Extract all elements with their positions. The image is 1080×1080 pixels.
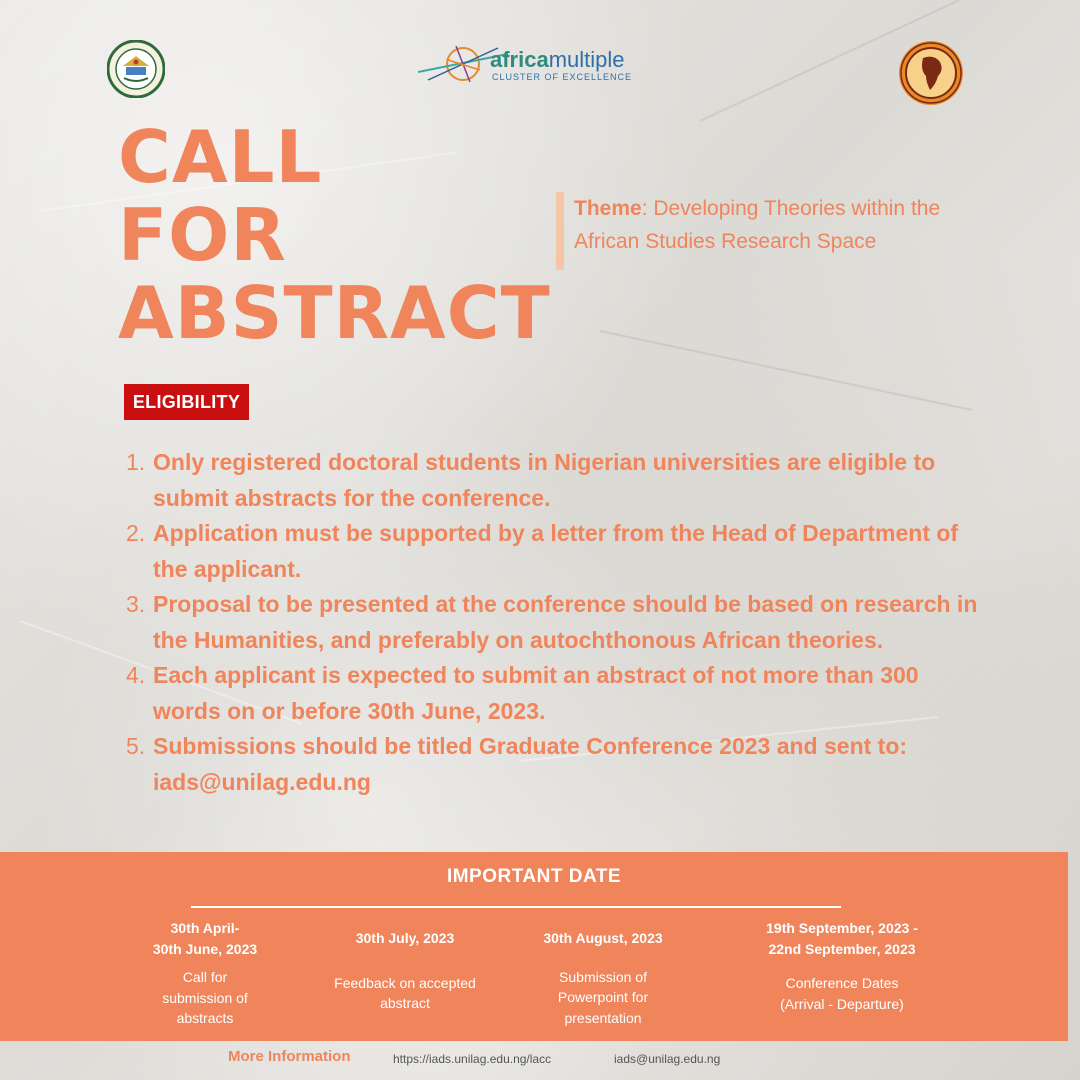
eligibility-badge: ELIGIBILITY: [124, 384, 249, 420]
important-dates-panel: [0, 852, 1068, 1041]
date-range: 19th September, 2023 - 22nd September, 2023: [766, 920, 918, 957]
theme-box: [556, 192, 994, 270]
date-label: Feedback on accepted abstract: [334, 974, 476, 1011]
headline-line: ABSTRACT: [118, 271, 551, 355]
more-info-label: More Information: [228, 1048, 351, 1065]
brand-subtitle: CLUSTER OF EXCELLENCE: [492, 72, 633, 82]
headline-line: FOR: [118, 193, 287, 277]
date-item: [513, 928, 693, 1028]
list-number: 5.: [126, 733, 146, 759]
list-text: Submissions should be titled Graduate Conference 2023 and sent to: iads@unilag.edu.ng: [153, 733, 908, 795]
university-logo: [107, 40, 165, 98]
list-number: 2.: [126, 520, 146, 546]
headline: [118, 115, 551, 355]
list-item: [126, 729, 986, 800]
list-item: [126, 516, 986, 587]
list-text: Proposal to be presented at the conference should be based on research in the Humanities, and preferably on autochthonous African theories.: [153, 591, 978, 653]
headline-line: CALL: [118, 115, 323, 199]
list-item: [126, 445, 986, 516]
africamultiple-logo: [418, 40, 633, 90]
list-number: 3.: [126, 591, 146, 617]
africamultiple-wordmark: [490, 48, 625, 72]
website-link[interactable]: https://iads.unilag.edu.ng/lacc: [393, 1052, 552, 1066]
list-text: Only registered doctoral students in Nigerian universities are eligible to submit abstracts for the conference.: [153, 449, 936, 511]
university-seal-icon: [107, 40, 165, 98]
list-item: [126, 658, 986, 729]
theme-label: Theme: [574, 197, 642, 220]
date-range: 30th July, 2023: [355, 930, 455, 946]
dates-divider: [191, 906, 841, 908]
date-item: [130, 918, 280, 1029]
brand-multiple: multiple: [548, 47, 625, 72]
date-label: Submission of Powerpoint for presentation: [557, 968, 649, 1026]
eligibility-list: [126, 445, 986, 800]
theme-text: : Developing Theories within the African Studies Research Space: [574, 197, 941, 253]
institute-seal-icon: [898, 40, 964, 106]
date-range: 30th April- 30th June, 2023: [152, 920, 258, 957]
list-text: Each applicant is expected to submit an abstract of not more than 300 words on or before 30th June, 2023.: [153, 662, 919, 724]
list-item: [126, 587, 986, 658]
date-label: Call for submission of abstracts: [162, 969, 248, 1026]
brand-africa: africa: [490, 47, 549, 72]
dates-title: IMPORTANT DATE: [446, 866, 622, 887]
date-item: [732, 918, 952, 1014]
list-number: 1.: [126, 449, 146, 475]
date-range: 30th August, 2023: [543, 930, 663, 946]
list-text: Application must be supported by a letter from the Head of Department of the applicant.: [153, 520, 959, 582]
email-link[interactable]: iads@unilag.edu.ng: [614, 1052, 721, 1066]
list-number: 4.: [126, 662, 146, 688]
footer: [0, 1046, 1080, 1076]
institute-logo: [898, 40, 964, 106]
date-item: [315, 928, 495, 1014]
paper-crease: [600, 330, 972, 411]
date-label: Conference Dates (Arrival - Departure): [780, 975, 904, 1012]
